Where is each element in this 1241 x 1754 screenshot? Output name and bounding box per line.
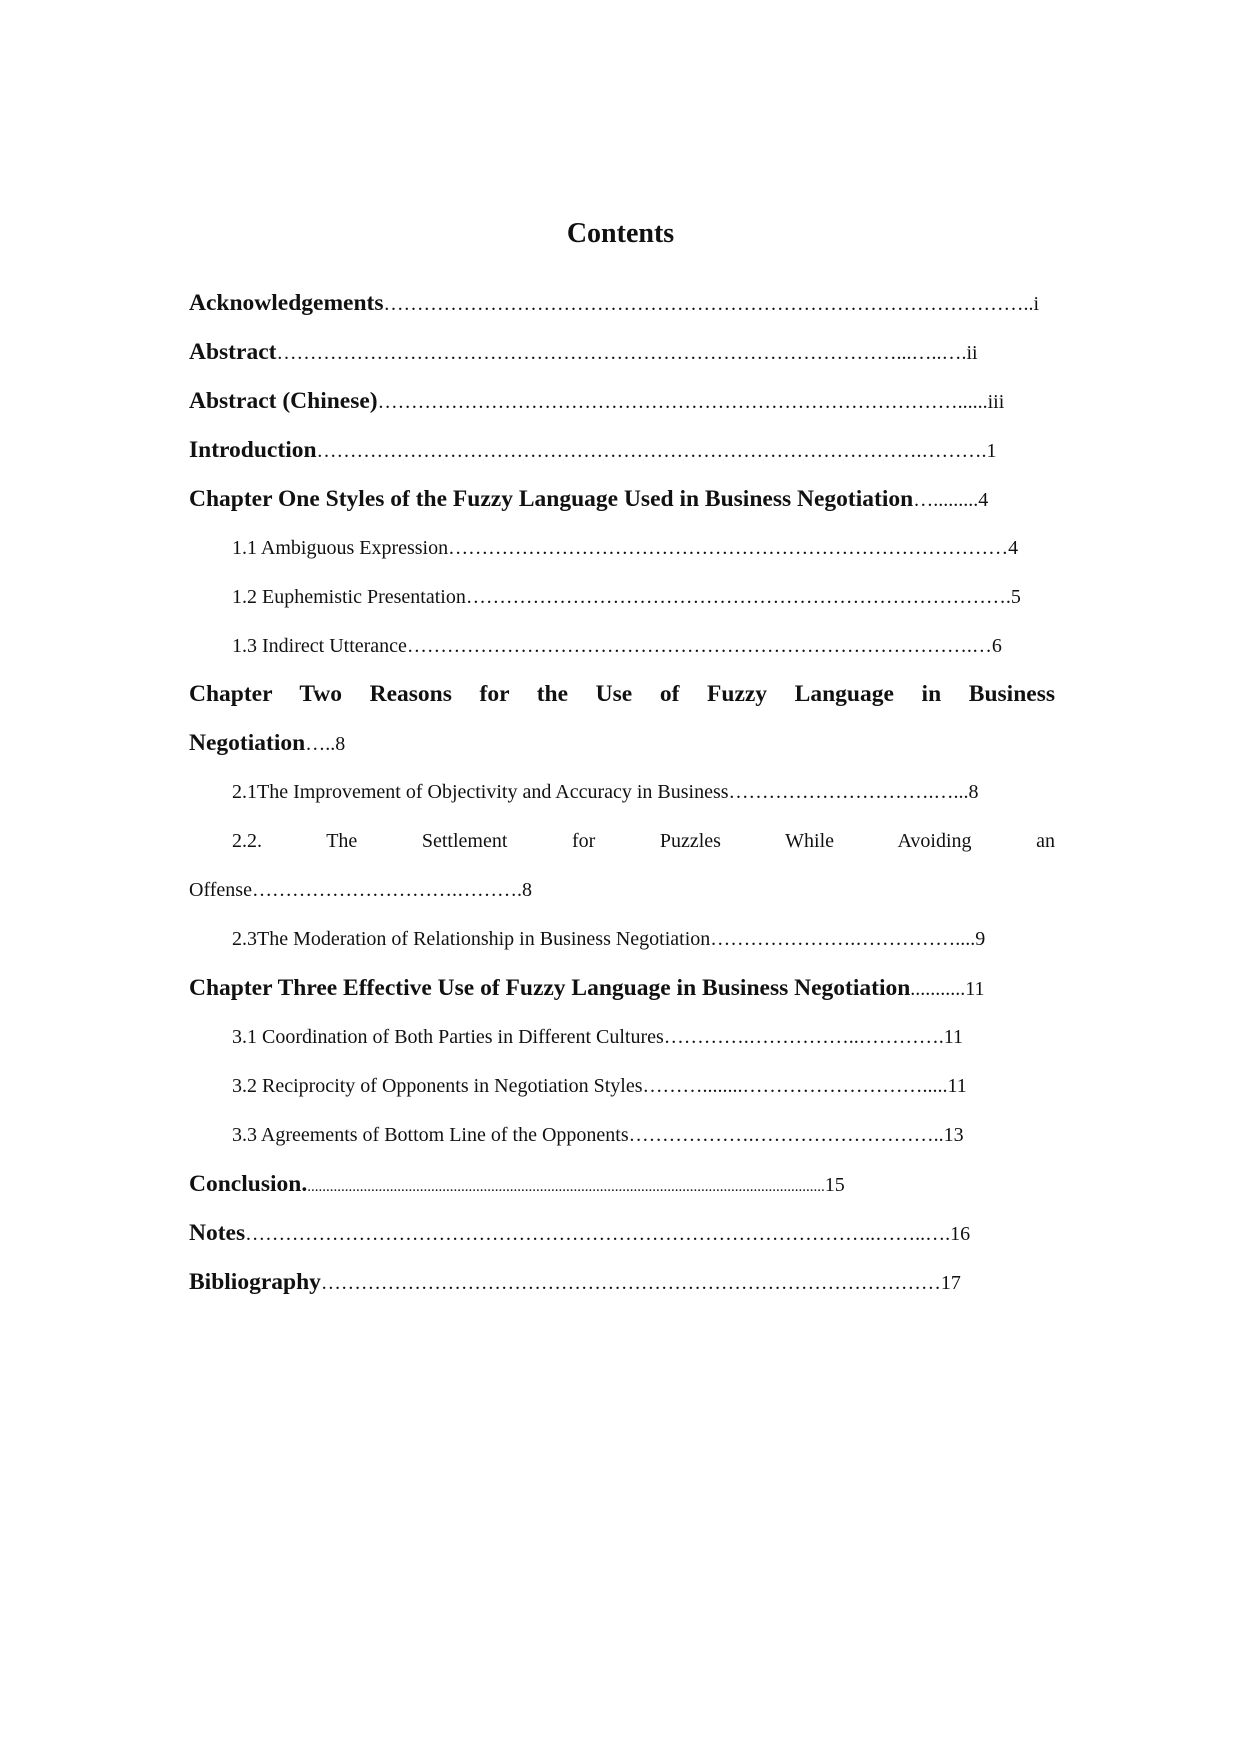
- toc-leader: ….........: [913, 489, 979, 511]
- toc-entry-abstract[interactable]: [189, 335, 1055, 370]
- toc-leader: ………………….……………....: [710, 928, 976, 950]
- toc-entry-chapter-two-line2[interactable]: [189, 726, 1055, 761]
- toc-page-number: 9: [975, 928, 986, 950]
- toc-leader: ………….……………..………….: [663, 1026, 944, 1048]
- toc-entry-3-2[interactable]: [232, 1069, 1055, 1103]
- toc-leader: …..: [305, 733, 336, 755]
- toc-entry-label: 2.3The Moderation of Relationship in Business Negotiation: [232, 928, 711, 950]
- toc-page-number: 13: [943, 1124, 964, 1146]
- toc-page-number: 16: [950, 1223, 971, 1245]
- toc-page-number: i: [1033, 293, 1040, 315]
- toc-entry-acknowledgements[interactable]: [189, 286, 1055, 321]
- toc-page-number: 8: [968, 781, 979, 803]
- toc-entry-label: Conclusion.: [189, 1171, 308, 1197]
- toc-entry-label: 1.3 Indirect Utterance: [232, 635, 407, 657]
- toc-page-number: 15: [824, 1174, 845, 1196]
- toc-entry-3-1[interactable]: [232, 1020, 1055, 1054]
- toc-leader: …………………………………………………………………………………: [320, 1272, 941, 1294]
- toc-entry-chapter-three[interactable]: [189, 971, 1055, 1006]
- toc-entry-chapter-two-line1[interactable]: [189, 677, 1055, 711]
- toc-entry-label: Abstract: [189, 339, 277, 365]
- toc-entry-label: Negotiation: [189, 730, 306, 756]
- toc-page-number: ii: [966, 342, 978, 364]
- toc-entry-label: Chapter One Styles of the Fuzzy Language Used in Business Negotiation: [189, 486, 914, 512]
- toc-page-number: 11: [947, 1075, 967, 1097]
- toc-entry-bibliography[interactable]: [189, 1265, 1055, 1300]
- page-title: Contents: [566, 218, 675, 249]
- toc-leader: …………………………………………………………………………………...…..….: [276, 342, 967, 364]
- toc-page-number: 8: [521, 879, 532, 901]
- toc-entry-abstract-chinese[interactable]: [189, 384, 1055, 419]
- toc-leader: ……………….………………………..: [628, 1124, 944, 1146]
- toc-entry-3-3[interactable]: [232, 1118, 1055, 1152]
- toc-entry-label: Acknowledgements: [189, 290, 384, 316]
- toc-entry-label: Abstract (Chinese): [189, 388, 378, 414]
- toc-leader: ………………………………………………………………………….…: [406, 635, 992, 657]
- toc-leader: ……………………………………………………………………………………..: [383, 293, 1034, 315]
- toc-entry-2-2-line2[interactable]: [189, 873, 1055, 907]
- toc-page-number: 11: [965, 978, 985, 1000]
- toc-leader: ……………………………………………………………………………......: [377, 391, 988, 413]
- toc-entry-conclusion[interactable]: [189, 1167, 1055, 1204]
- toc-entry-label: 3.2 Reciprocity of Opponents in Negotiation Styles: [232, 1075, 643, 1097]
- toc-entry-label: 1.1 Ambiguous Expression: [232, 537, 449, 559]
- toc-entry-label: Chapter Three Effective Use of Fuzzy Language in Business Negotiation: [189, 975, 911, 1001]
- toc-leader: ………………………….…...: [728, 781, 969, 803]
- toc-leader: ……………………………………………………………………….: [465, 586, 1011, 608]
- toc-entry-1-1[interactable]: [232, 531, 1055, 565]
- toc-entry-2-1[interactable]: [232, 775, 1055, 809]
- toc-entry-label: 3.1 Coordination of Both Parties in Different Cultures: [232, 1026, 664, 1048]
- toc-page-number: 5: [1010, 586, 1021, 608]
- toc-entry-label: 2.2. The Settlement for Puzzles While Avoiding an: [232, 830, 1055, 852]
- toc-entry-1-2[interactable]: [232, 580, 1055, 614]
- toc-page-number: 4: [1008, 537, 1019, 559]
- toc-entry-chapter-one[interactable]: [189, 482, 1055, 517]
- toc-page-number: 6: [991, 635, 1002, 657]
- toc-entry-label: Bibliography: [189, 1269, 321, 1295]
- toc-entry-label: Chapter Two Reasons for the Use of Fuzzy Language in Business: [189, 681, 1055, 707]
- toc-leader: …………………………………………………………………………: [448, 537, 1009, 559]
- toc-entry-label: 1.2 Euphemistic Presentation: [232, 586, 466, 608]
- toc-entry-2-2-line1[interactable]: [232, 824, 1055, 858]
- toc-page-number: 4: [978, 489, 989, 511]
- toc-entry-label: 3.3 Agreements of Bottom Line of the Opponents: [232, 1124, 629, 1146]
- toc-page-number: 17: [940, 1272, 961, 1294]
- toc-leader: ………........……………………….....: [642, 1075, 948, 1097]
- toc-page-number: 11: [943, 1026, 964, 1048]
- toc-leader: …………………………………………………………………………………..……..….: [245, 1223, 951, 1245]
- toc-page-number: iii: [987, 391, 1005, 413]
- toc-leader: ………………………….……….: [251, 879, 522, 901]
- toc-entry-label: 2.1The Improvement of Objectivity and Accuracy in Business: [232, 781, 729, 803]
- toc-leader: ..........................................................................................................................................: [307, 1179, 825, 1195]
- toc-entry-1-3[interactable]: [232, 629, 1055, 663]
- toc-leader: ……………………………………………………………………………….……….: [316, 440, 987, 462]
- toc-leader: ...........: [910, 978, 966, 1000]
- toc-entry-label: Offense: [189, 879, 252, 901]
- toc-page-number: 8: [335, 733, 346, 755]
- toc-entry-introduction[interactable]: [189, 433, 1055, 468]
- toc-page-number: 1: [986, 440, 997, 462]
- toc-entry-label: Notes: [189, 1220, 246, 1246]
- toc-entry-notes[interactable]: [189, 1216, 1055, 1251]
- toc-entry-2-3[interactable]: [232, 922, 1055, 956]
- toc-entry-label: Introduction: [189, 437, 317, 463]
